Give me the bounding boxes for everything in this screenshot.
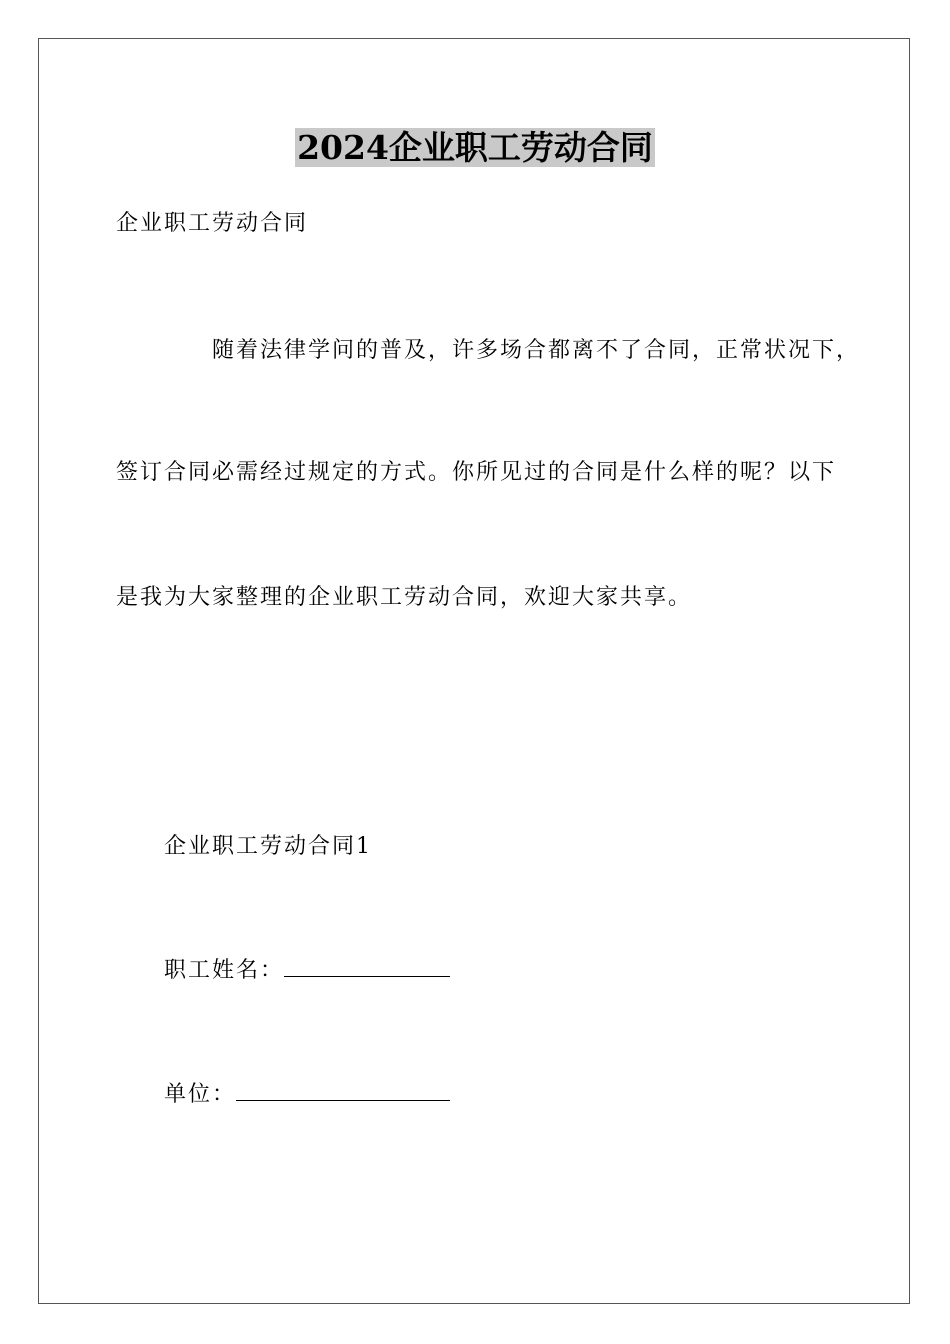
intro-paragraph-line-2: 签订合同必需经过规定的方式。你所见过的合同是什么样的呢？以下 [116, 460, 837, 485]
unit-field [164, 1080, 450, 1110]
unit-label: 单位： [164, 1082, 237, 1107]
document-title [0, 126, 950, 170]
employee-name-blank-line [284, 956, 450, 977]
document-subtitle: 企业职工劳动合同 [116, 211, 309, 236]
document-title-text: 2024企业职工劳动合同 [297, 128, 653, 167]
employee-name-field [164, 956, 450, 986]
intro-paragraph-line-3: 是我为大家整理的企业职工劳动合同，欢迎大家共享。 [116, 585, 693, 610]
section-heading: 企业职工劳动合同1 [164, 834, 372, 859]
unit-blank-line [236, 1080, 450, 1101]
employee-name-label: 职工姓名： [164, 958, 285, 983]
intro-paragraph-line-1: 随着法律学问的普及，许多场合都离不了合同，正常状况下， [212, 338, 861, 363]
